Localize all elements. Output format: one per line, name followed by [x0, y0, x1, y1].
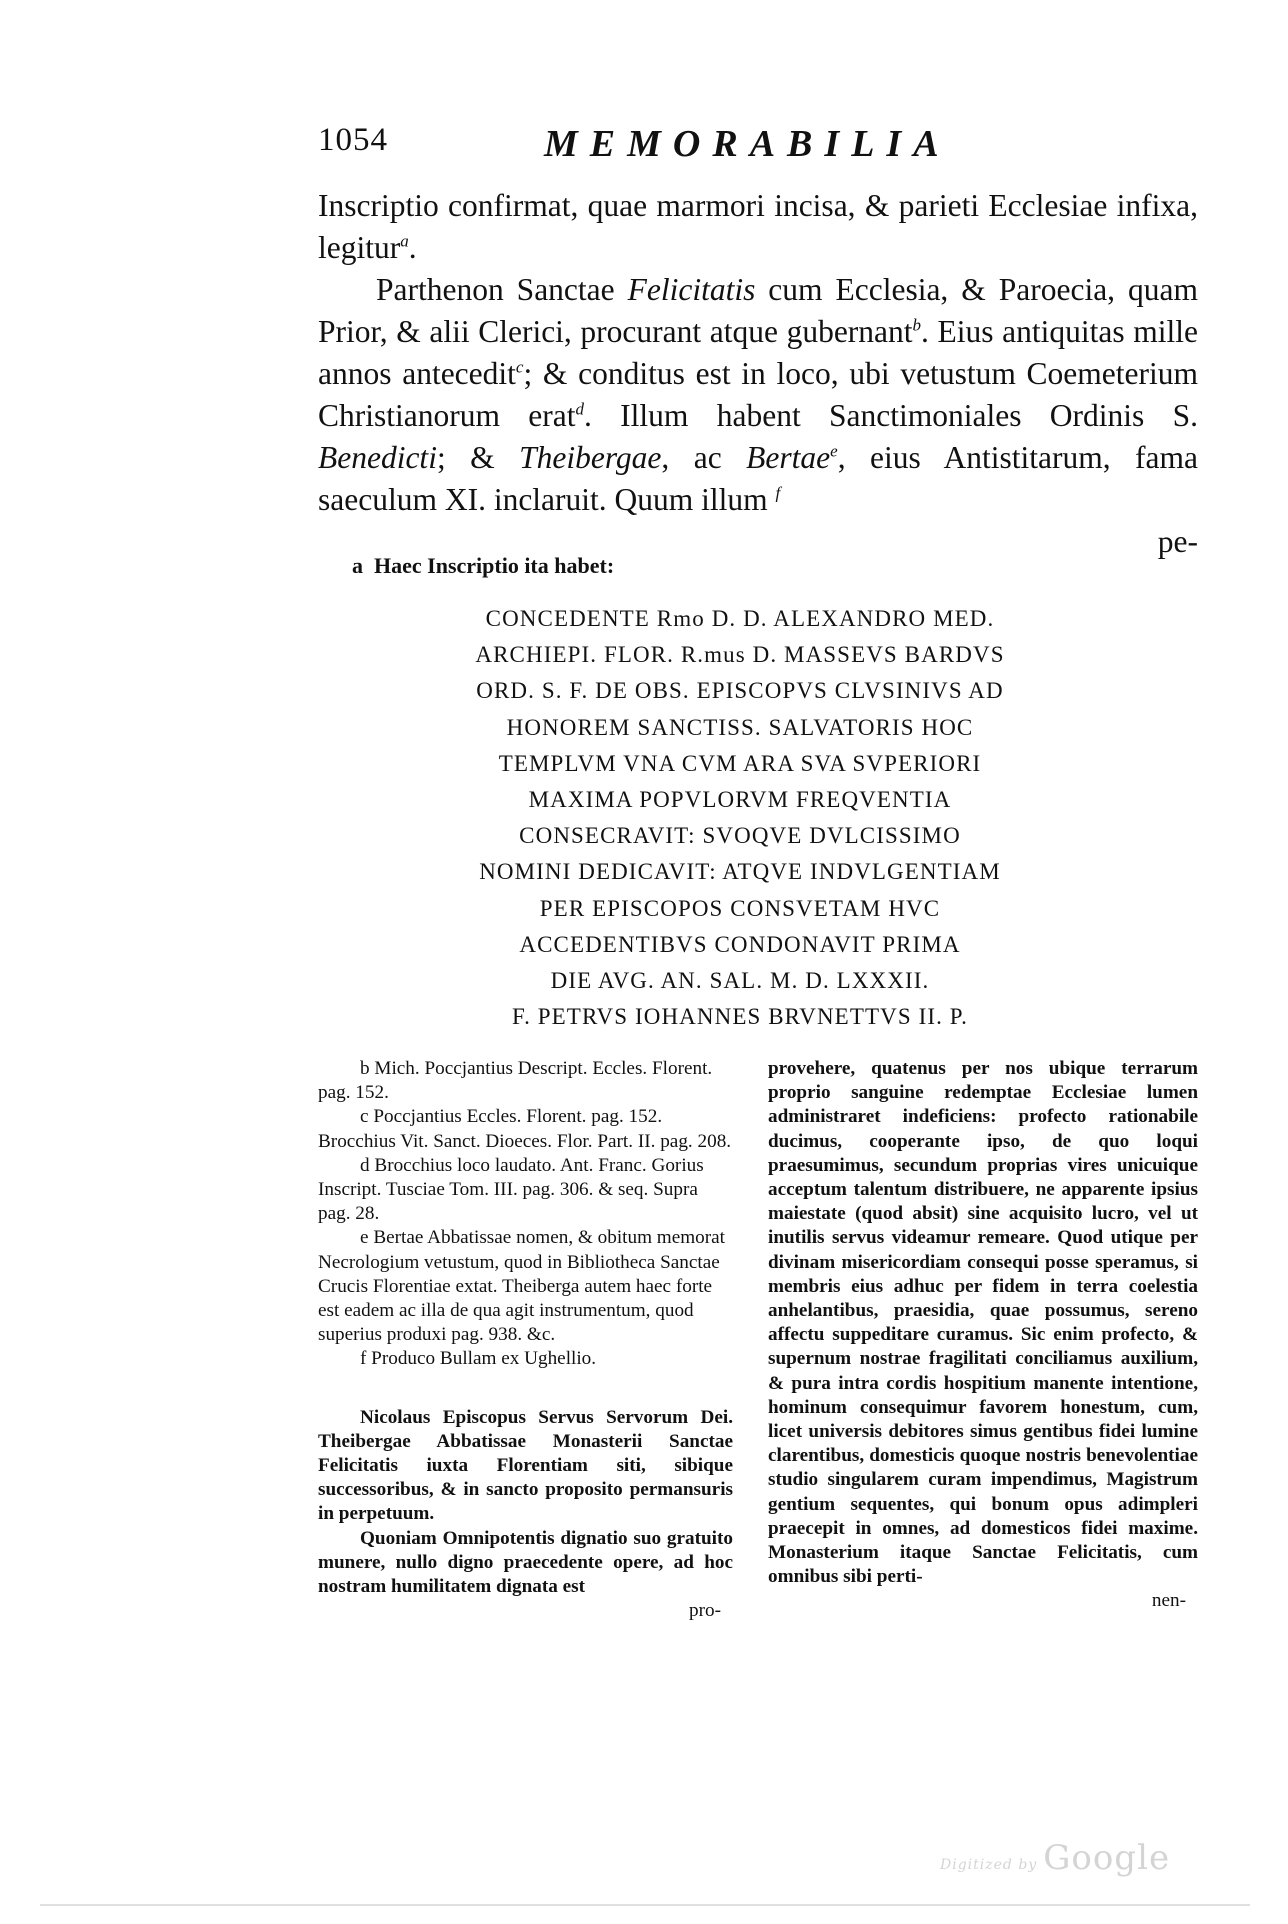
footnote-d: d Brocchius loco laudato. Ant. Franc. Gorius Inscript. Tusciae Tom. III. pag. 306. & seq. Supra pag. 28.: [318, 1154, 704, 1225]
inscription-line: F. PETRVS IOHANNES BRVNETTVS II. P.: [512, 1004, 968, 1030]
inscription-text: [430, 601, 1050, 1035]
inscription-line: NOMINI DEDICAVIT: ATQVE INDVLGENTIAM: [479, 859, 1001, 885]
inscription-line: DIE AVG. AN. SAL. M. D. LXXXII.: [550, 968, 930, 994]
bull-text-continued: provehere, quatenus per nos ubique terrarum proprio sanguine redemptae Ecclesiae lumen administraret indeficiens: profecto rationabile ducimus, cooperante ipso, de quo loqui praesumimus, secundum proprias vires unicuique acceptum talentum distribuere, ne apparente ipsius maiestate (quod absit) sine acquisito lucro, vel ut inutilis servus videamur remeare. Quod utique per divinam misericordiam consequi posse speramus, si membris eius adhuc per fidem in terra coelestia anhelantibus, praesidia, quae possumus, sereno affectu suppeditare curamus. Sic enim profecto, & supernum nostrae fragilitati conciliamus auxilium, & pura intra cordis hospitium manente intentione, hominum consequimur favorem honestum, cum, licet universis debitores simus gentibus fidei lumine clarentibus, domesticis quoque nostris benevolentiae studio singularem curam impendimus, Magistrum gentium sequentes, qui bonum opus adimpleri praecepit in omnes, ad domesticos fidei maxime. Monasterium itaque Sanctae Felicitatis, cum omnibus sibi perti-: [768, 1058, 1198, 1588]
footnote-b: b Mich. Poccjantius Descript. Eccles. Florent. pag. 152.: [318, 1058, 713, 1104]
inscription-line: PER EPISCOPOS CONSVETAM HVC: [539, 895, 941, 921]
paragraph-parthenon: Parthenon Sanctae Felicitatis cum Ecclesia, & Paroecia, quam Prior, & alii Clerici, procurant atque gubernant$^b$. Eius antiquitas mille annos antecedit$^c$; & conditus est in loco, ubi vetustum Coemeterium Christianorum erat$^d$. Illum habent Sanctimoniales Ordinis S. Benedicti; & Theibergae, ac Bertae$^e$, eius Antistitarum, fama saeculum XI. inclaruit. Quum illum $^f$: [318, 272, 1199, 517]
inscription-line: ARCHIEPI. FLOR. R.mus D. MASSEVS BARDVS: [475, 642, 1005, 668]
footnote-ref-c: c: [515, 357, 524, 377]
inscription-line: MAXIMA POPVLORVM FREQVENTIA: [528, 787, 952, 813]
inscription-line: CONCEDENTE Rmo D. D. ALEXANDRO MED.: [485, 606, 995, 631]
page-number: 1054: [318, 122, 388, 158]
paragraph-inscription: Inscriptio confirmat, quae marmori incisa, & parieti Ecclesiae infixa, legitur$^a$.: [318, 188, 1198, 265]
right-catchword: nen-: [1151, 1590, 1186, 1612]
inscription-line: CONSECRAVIT: SVOQVE DVLCISSIMO: [519, 823, 961, 849]
google-logo: Google: [1043, 1838, 1171, 1878]
footnote-ref-b: b: [912, 315, 922, 335]
main-body-text: [318, 185, 1198, 563]
footnote-e: e Bertae Abbatissae nomen, & obitum memorat Necrologium vetustum, quod in Bibliotheca Sanctae Crucis Florentiae extat. Theiberga autem haec forte est eadem ac illa de qua agit instrumentum, quod superius produxi pag. 938. &c.: [318, 1227, 726, 1346]
inscription-line: HONOREM SANCTISS. SALVATORIS HOC: [506, 714, 974, 740]
running-title: MEMORABILIA: [544, 123, 951, 165]
footnotes-right-column: [768, 1057, 1198, 1614]
footnote-ref-f: f: [775, 483, 781, 503]
inscription-line: ORD. S. F. DE OBS. EPISCOPVS CLVSINIVS AD: [476, 678, 1004, 704]
inscription-line: ACCEDENTIBVS CONDONAVIT PRIMA: [519, 931, 961, 957]
bull-salutation: Nicolaus Episcopus Servus Servorum Dei. Theibergae Abbatissae Monasterii Sanctae Felicitatis iuxta Florentiam siti, sibique successoribus, & in sancto proposito permansuris in perpetuum.: [318, 1406, 733, 1525]
inscription-line: TEMPLVM VNA CVM ARA SVA SVPERIORI: [498, 750, 982, 776]
footnote-a-intro: a Haec Inscriptio ita habet:: [352, 553, 615, 578]
bull-text-start: Quoniam Omnipotentis dignatio suo gratuito munere, nullo digno praecedente opere, ad hoc nostram humilitatem dignata est: [318, 1527, 733, 1598]
footnote-c: c Poccjantius Eccles. Florent. pag. 152. Brocchius Vit. Sanct. Dioeces. Flor. Part. II. pag. 208.: [318, 1106, 732, 1152]
footnote-ref-e: e: [830, 441, 838, 461]
footnotes-left-column: [318, 1057, 733, 1623]
scan-edge-line: [40, 1904, 1250, 1906]
watermark-prefix: Digitized by: [940, 1857, 1038, 1873]
page-header: [318, 122, 1018, 172]
footnote-ref-d: d: [575, 399, 584, 419]
footnote-a-marker: a: [352, 553, 363, 578]
footnote-f: f Produco Bullam ex Ughellio.: [360, 1348, 597, 1370]
digitized-watermark: [940, 1838, 1170, 1878]
left-catchword: pro-: [689, 1600, 721, 1622]
catchword: pe-: [1157, 524, 1198, 559]
footnote-ref-a: a: [400, 231, 409, 251]
